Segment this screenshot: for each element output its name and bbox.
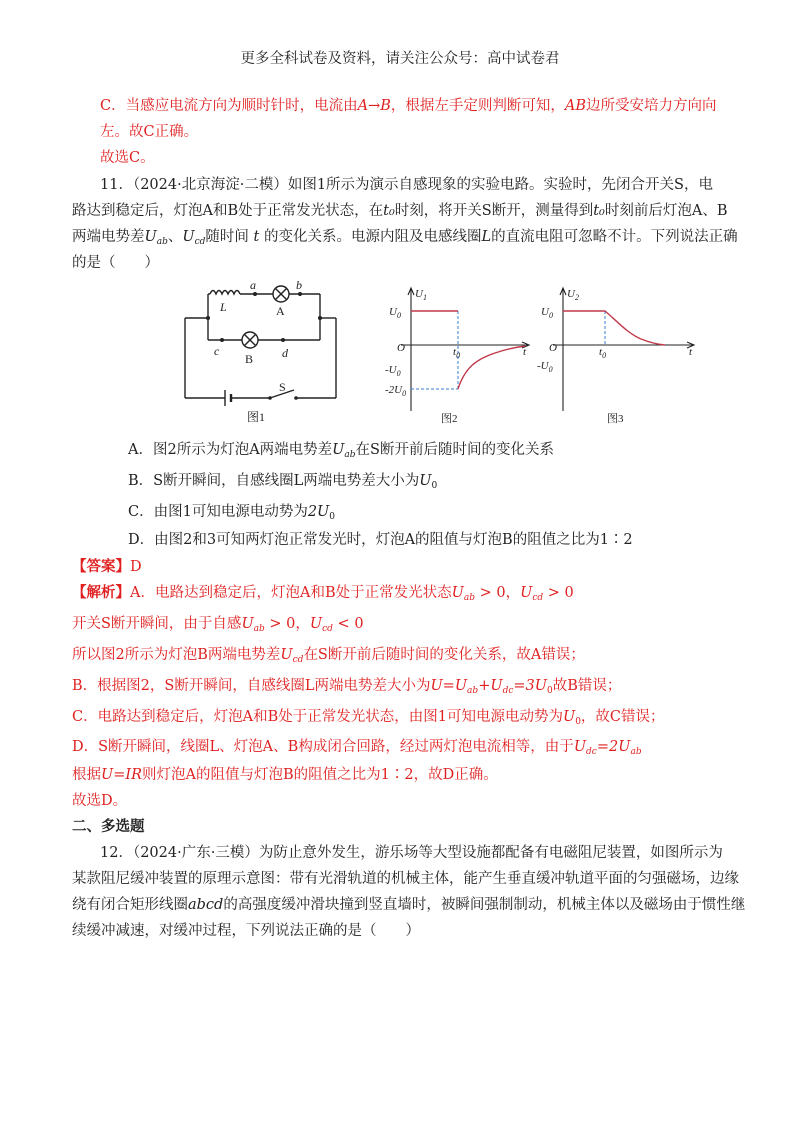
figure-1-circuit: [170, 278, 350, 426]
math-u: U: [280, 647, 293, 663]
text: > 0，: [474, 585, 521, 601]
text: 则灯泡A的阻值与灯泡B的阻值之比为1∶2，故D正确。: [142, 767, 498, 783]
q11-line1: 11．（2024·北京海淀·二模）如图1所示为演示自感现象的实验电路。实验时，先闭合开关S，电: [100, 177, 713, 193]
math-sub: ab: [630, 747, 642, 757]
math-sub: cd: [322, 624, 333, 634]
node-d: [281, 338, 285, 342]
text: 的变化关系。电源内阻及电感线圈: [263, 229, 482, 245]
text: D．S断开瞬间，线圈L、灯泡A、B构成闭合回路，经过两灯泡电流相等，由于: [72, 739, 574, 755]
section-title: 二、多选题: [72, 818, 145, 835]
text: 在S断开前后随时间的变化关系: [355, 442, 554, 458]
origin-label: O: [549, 342, 557, 354]
tick-u0: $U_0$: [541, 306, 553, 320]
label-a: a: [250, 278, 256, 292]
prev-option-c-line1: [100, 96, 717, 116]
math-u: U: [241, 616, 254, 632]
analysis-line4: [72, 676, 621, 701]
text: 两端电势差: [72, 229, 145, 245]
text: 根据: [72, 767, 101, 783]
label-L: L: [220, 300, 227, 314]
analysis-line3: [72, 645, 585, 670]
x-label: t: [523, 346, 527, 358]
figure-2-graph: [385, 283, 535, 428]
node-a: [253, 292, 257, 296]
q12-line3: [72, 895, 745, 915]
analysis-line7: [72, 765, 498, 785]
math-sub: 0: [575, 717, 581, 727]
inductor-coil: [210, 291, 240, 295]
answer-label: 【答案】: [72, 558, 130, 575]
figure-3-caption: 图3: [607, 413, 624, 425]
text: ，故C错误；: [580, 709, 665, 725]
math-L: L: [481, 229, 492, 245]
math-sub: cd: [292, 655, 304, 665]
math-sub: ab: [253, 624, 265, 634]
analysis-line2: [72, 614, 364, 639]
math-eq: +U: [478, 678, 503, 694]
math-sub: 0: [329, 512, 336, 522]
text: 时刻前后灯泡A、B: [604, 203, 728, 219]
origin-label: O: [397, 342, 405, 354]
answer-value: D: [130, 559, 142, 575]
label-b: b: [296, 278, 302, 292]
text: 边所受安培力方向向: [586, 98, 717, 114]
math-sub: ab: [467, 686, 479, 696]
analysis-choose: 故选D。: [72, 793, 128, 809]
math-sub: dc: [586, 747, 597, 757]
text: C．由图1可知电源电动势为: [128, 504, 308, 520]
q11-line3: [72, 227, 738, 252]
text: 故B错误；: [552, 678, 622, 694]
q12-line1: 12．（2024·广东·三模）为防止意外发生，游乐场等大型设施都配备有电磁阻尼装置，如图所示为: [100, 845, 723, 861]
figure-3-graph: [535, 283, 700, 428]
figure-1-caption: 图1: [247, 410, 266, 424]
analysis-line6: [72, 737, 642, 762]
text: 时刻，将开关S断开，测量得到: [394, 203, 594, 219]
text: A．图2所示为灯泡A两端电势差: [128, 442, 333, 458]
text: > 0: [543, 585, 574, 601]
tick-neg-u0: $-U_0$: [385, 364, 401, 378]
figure-2-caption: 图2: [441, 413, 458, 425]
text: < 0: [332, 616, 364, 632]
label-c: c: [214, 344, 220, 358]
math-u: U: [520, 585, 533, 601]
q11-line2: [72, 201, 728, 221]
text: A．电路达到稳定后，灯泡A和B处于正常发光状态: [130, 585, 452, 601]
math-sub: ab: [344, 450, 356, 460]
text: 随时间: [205, 229, 249, 245]
option-b: [128, 471, 437, 496]
text: 绕有闭合矩形线圈: [72, 897, 188, 913]
math-u: U: [309, 616, 323, 632]
math-t0: t₀: [383, 203, 395, 219]
math-sub: dc: [502, 686, 514, 696]
math-sub: cd: [532, 593, 544, 603]
math-eq: U=U: [430, 678, 468, 694]
math-ab: AB: [564, 98, 587, 114]
math-arrow: A→B: [357, 98, 391, 114]
tick-t0: $t_0$: [453, 346, 461, 360]
text: 的直流电阻可忽略不计。下列说法正确: [491, 229, 738, 245]
page-header: 更多全科试卷及资料，请关注公众号：高中试卷君: [240, 51, 560, 67]
label-lamp-B: B: [245, 352, 254, 366]
text: 开关S断开瞬间，由于自感: [72, 616, 242, 632]
text: ，根据左手定则判断可知，: [390, 98, 565, 114]
tick-neg-u0: $-U_0$: [537, 360, 553, 374]
math-sub: ab: [463, 593, 475, 603]
label-d: d: [282, 346, 288, 360]
answer: [72, 557, 142, 577]
math-sub: 0: [431, 481, 438, 491]
q12-line2: 某款阻尼缓冲装置的原理示意图：带有光滑轨道的机械主体，能产生垂直缓冲轨道平面的匀强磁场，边缘: [72, 871, 739, 887]
text: 、: [167, 229, 183, 245]
math-u: U: [419, 473, 432, 489]
u2-curve: [563, 311, 665, 345]
node-b: [298, 292, 302, 296]
tick-neg-2u0: $-2U_0$: [385, 384, 407, 398]
option-a: [128, 440, 554, 465]
math-u: U: [144, 229, 157, 245]
math-u: U: [562, 709, 576, 725]
math-t0: t₀: [593, 203, 605, 219]
math-u: U: [451, 585, 464, 601]
math-eq: =2U: [596, 739, 631, 755]
prev-option-c-line2: 左。故C正确。: [100, 124, 199, 140]
math-u: U: [573, 739, 587, 755]
text: B．S断开瞬间，自感线圈L两端电势差大小为: [128, 473, 420, 489]
y-label: $U_1$: [415, 288, 427, 302]
math-eq: =3U: [513, 678, 547, 694]
text: 的高强度缓冲滑块撞到竖直墙时，被瞬间强制制动，机械主体以及磁场由于惯性继: [223, 897, 746, 913]
text: B．根据图2，S断开瞬间，自感线圈L两端电势差大小为: [72, 678, 431, 694]
text: > 0，: [264, 616, 310, 632]
tick-u0: $U_0$: [389, 306, 401, 320]
q11-line4: 的是（ ）: [72, 255, 159, 271]
analysis-line5: [72, 707, 665, 732]
guide-lines: [411, 311, 461, 389]
math-sub: ab: [156, 237, 168, 247]
math-sub: cd: [194, 237, 206, 247]
math-u: U: [182, 229, 195, 245]
label-S: S: [279, 380, 286, 394]
math-t: t: [253, 229, 260, 245]
analysis-line1: [72, 583, 574, 608]
prev-choose: 故选C。: [100, 150, 155, 166]
text: 所以图2所示为灯泡B两端电势差: [72, 647, 281, 663]
option-d: D．由图2和3可知两灯泡正常发光时，灯泡A的阻值与灯泡B的阻值之比为1∶2: [128, 532, 633, 548]
text: 在S断开前后随时间的变化关系，故A错误；: [303, 647, 585, 663]
math-abcd: abcd: [188, 897, 224, 913]
y-label: $U_2$: [567, 288, 579, 302]
math-2u0: 2U: [307, 504, 330, 520]
math-eq: U=IR: [101, 767, 143, 783]
text: C．当感应电流方向为顺时针时，电流由: [100, 98, 358, 114]
u1-curve: [411, 311, 525, 389]
analysis-label: 【解析】: [72, 584, 130, 601]
math-u: U: [332, 442, 345, 458]
text: 路达到稳定后，灯泡A和B处于正常发光状态，在: [72, 203, 384, 219]
node-c: [220, 338, 224, 342]
q12-line4: 续缓冲减速，对缓冲过程，下列说法正确的是（ ）: [72, 923, 420, 939]
tick-t0: $t_0$: [599, 346, 607, 360]
math-sub: 0: [546, 686, 553, 696]
option-c: [128, 502, 335, 527]
x-label: t: [689, 346, 693, 358]
label-lamp-A: A: [276, 304, 285, 318]
text: C．电路达到稳定后，灯泡A和B处于正常发光状态，由图1可知电源电动势为: [72, 709, 563, 725]
